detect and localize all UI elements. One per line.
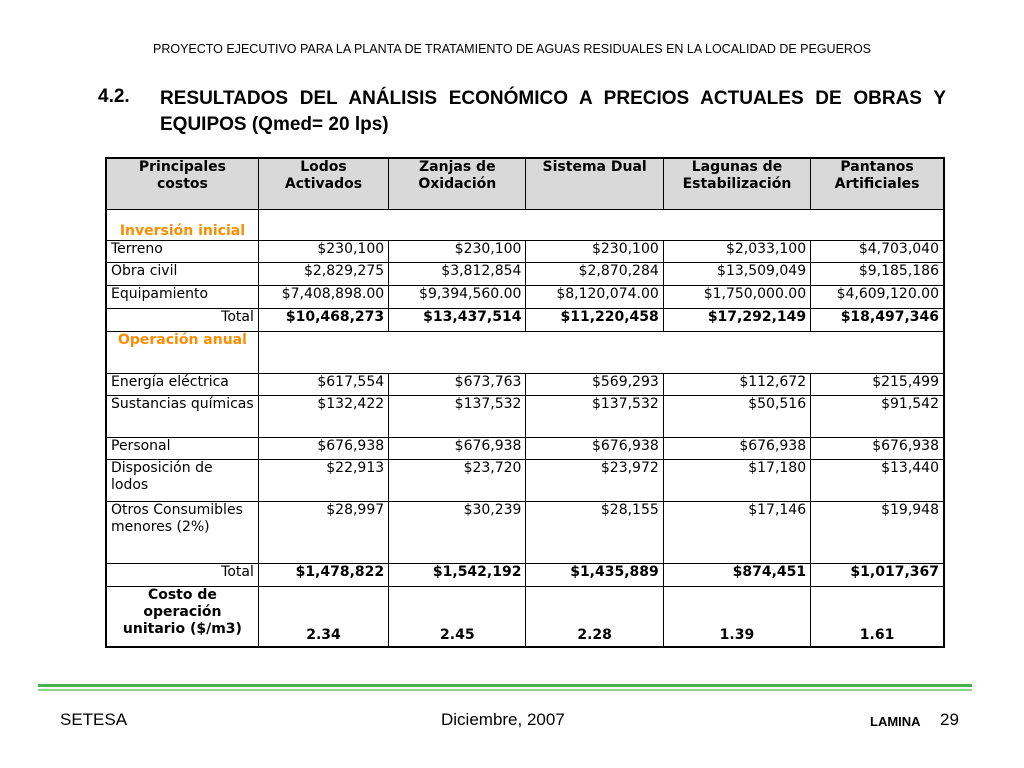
footer-divider-secondary — [38, 689, 972, 691]
section-heading-investment: Inversión inicial — [106, 209, 258, 240]
total-value: $1,435,889 — [526, 563, 663, 586]
cell-value: $4,609,120.00 — [811, 285, 944, 308]
cell-value: $30,239 — [389, 501, 526, 563]
unit-cost-value: 2.34 — [258, 586, 388, 647]
header-principal-costs: Principales costos — [106, 158, 258, 209]
cell-value: $137,532 — [389, 395, 526, 437]
cell-value: $3,812,854 — [389, 262, 526, 285]
total-value: $11,220,458 — [526, 308, 663, 331]
cell-value: $9,185,186 — [811, 262, 944, 285]
section-title: RESULTADOS DEL ANÁLISIS ECONÓMICO A PRECIOS ACTUALES DE OBRAS Y EQUIPOS (Qmed= 20 lps) — [160, 88, 946, 135]
unit-cost-value: 1.39 — [663, 586, 810, 647]
cell-value: $676,938 — [663, 437, 810, 459]
row-label: Equipamiento — [106, 285, 258, 308]
unit-cost-row — [106, 586, 944, 647]
row-label: Sustancias químicas — [106, 395, 258, 437]
cell-value: $23,720 — [389, 459, 526, 501]
cell-value: $132,422 — [258, 395, 388, 437]
total-label: Total — [106, 563, 258, 586]
total-row-investment — [106, 308, 944, 331]
row-label: Personal — [106, 437, 258, 459]
cell-value: $215,499 — [811, 373, 944, 395]
footer-page-number: 29 — [940, 710, 959, 729]
cell-value: $230,100 — [258, 240, 388, 262]
row-label: Obra civil — [106, 262, 258, 285]
total-value: $13,437,514 — [389, 308, 526, 331]
project-header: PROYECTO EJECUTIVO PARA LA PLANTA DE TRATAMIENTO DE AGUAS RESIDUALES EN LA LOCALIDAD DE PEGUEROS — [152, 42, 872, 56]
total-value: $10,468,273 — [258, 308, 388, 331]
section-row-investment — [106, 209, 944, 240]
cell-value: $7,408,898.00 — [258, 285, 388, 308]
table-row — [106, 501, 944, 563]
header-pantanos-artificiales: Pantanos Artificiales — [811, 158, 944, 209]
header-sistema-dual: Sistema Dual — [526, 158, 663, 209]
section-heading-operation: Operación anual — [106, 331, 258, 373]
cell-value: $17,180 — [663, 459, 810, 501]
table-row — [106, 373, 944, 395]
table-row — [106, 240, 944, 262]
footer-date: Diciembre, 2007 — [441, 710, 565, 729]
cell-value: $2,829,275 — [258, 262, 388, 285]
total-value: $874,451 — [663, 563, 810, 586]
cell-value: $22,913 — [258, 459, 388, 501]
table-row — [106, 262, 944, 285]
cell-value: $13,440 — [811, 459, 944, 501]
cell-value: $4,703,040 — [811, 240, 944, 262]
cell-value: $617,554 — [258, 373, 388, 395]
cell-value: $676,938 — [258, 437, 388, 459]
total-value: $1,542,192 — [389, 563, 526, 586]
cell-value: $230,100 — [526, 240, 663, 262]
cell-value: $28,155 — [526, 501, 663, 563]
total-value: $1,017,367 — [811, 563, 944, 586]
cell-value: $50,516 — [663, 395, 810, 437]
cell-value: $569,293 — [526, 373, 663, 395]
total-value: $18,497,346 — [811, 308, 944, 331]
row-label: Terreno — [106, 240, 258, 262]
cell-value: $676,938 — [389, 437, 526, 459]
row-label: Energía eléctrica — [106, 373, 258, 395]
total-label: Total — [106, 308, 258, 331]
table-row — [106, 395, 944, 437]
cell-value: $9,394,560.00 — [389, 285, 526, 308]
header-zanjas-oxidacion: Zanjas de Oxidación — [389, 158, 526, 209]
cost-table — [105, 157, 945, 648]
cell-value: $1,750,000.00 — [663, 285, 810, 308]
unit-cost-value: 1.61 — [811, 586, 944, 647]
cell-value: $19,948 — [811, 501, 944, 563]
cell-value: $673,763 — [389, 373, 526, 395]
cell-value: $23,972 — [526, 459, 663, 501]
cell-value: $28,997 — [258, 501, 388, 563]
footer-divider — [38, 684, 972, 687]
header-lagunas-estabilizacion: Lagunas de Estabilización — [663, 158, 810, 209]
cell-value: $91,542 — [811, 395, 944, 437]
cell-value: $676,938 — [526, 437, 663, 459]
total-value: $1,478,822 — [258, 563, 388, 586]
table-row — [106, 437, 944, 459]
header-lodos-activados: Lodos Activados — [258, 158, 388, 209]
row-label: Disposición de lodos — [106, 459, 258, 501]
total-row-operation — [106, 563, 944, 586]
cell-value: $2,033,100 — [663, 240, 810, 262]
cell-value: $230,100 — [389, 240, 526, 262]
table-row — [106, 459, 944, 501]
cell-value: $13,509,049 — [663, 262, 810, 285]
footer-organization: SETESA — [60, 710, 128, 729]
unit-cost-value: 2.45 — [389, 586, 526, 647]
cell-value: $17,146 — [663, 501, 810, 563]
header-row — [106, 158, 944, 209]
total-value: $17,292,149 — [663, 308, 810, 331]
cell-value: $8,120,074.00 — [526, 285, 663, 308]
unit-cost-label: Costo de operación unitario ($/m3) — [106, 586, 258, 647]
section-row-operation — [106, 331, 944, 373]
unit-cost-value: 2.28 — [526, 586, 663, 647]
table-row — [106, 285, 944, 308]
cell-value: $112,672 — [663, 373, 810, 395]
cell-value: $2,870,284 — [526, 262, 663, 285]
footer-lamina-label: LAMINA — [870, 714, 921, 729]
row-label: Otros Consumibles menores (2%) — [106, 501, 258, 563]
cell-value: $137,532 — [526, 395, 663, 437]
section-number: 4.2. — [98, 86, 130, 107]
cell-value: $676,938 — [811, 437, 944, 459]
